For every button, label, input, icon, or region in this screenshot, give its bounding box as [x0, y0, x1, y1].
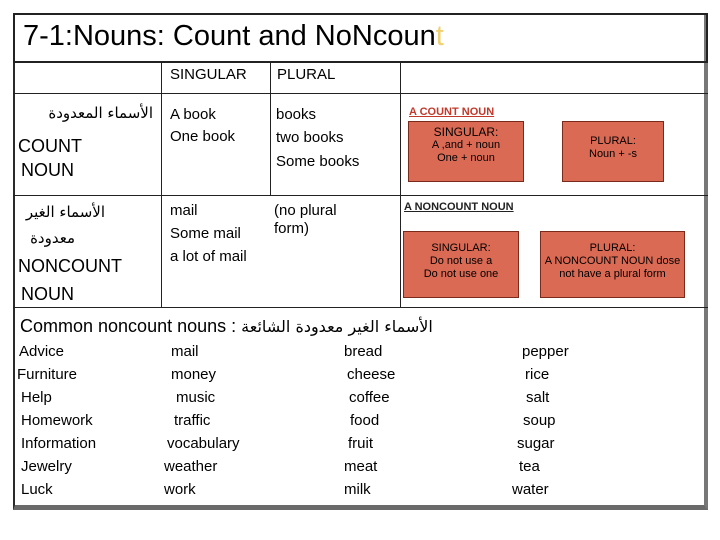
- noun-item: meat: [344, 458, 378, 475]
- header-singular: SINGULAR: [170, 66, 247, 83]
- count-singular-box: [408, 121, 524, 182]
- noun-item: mail: [171, 343, 199, 360]
- noncount-singular-3: a lot of mail: [170, 248, 247, 265]
- page-title: [23, 20, 444, 53]
- noncount-noun-arabic-2: معدودة: [30, 229, 75, 247]
- noncount-singular-box-line-2: Do not use a: [429, 255, 493, 267]
- noncount-noun-callout-heading: A NONCOUNT NOUN: [404, 201, 514, 213]
- count-plural-1: books: [276, 106, 317, 123]
- noncount-plural-2: form): [274, 220, 309, 237]
- noun-item: traffic: [174, 412, 211, 429]
- noun-item: cheese: [347, 366, 396, 383]
- noncount-plural-box-line-3: not have a plural form: [559, 268, 666, 280]
- noun-item: sugar: [517, 435, 555, 452]
- noun-item: pepper: [522, 343, 569, 360]
- noun-item: Information: [21, 435, 97, 452]
- count-noun-arabic: الأسماء المعدودة: [48, 104, 153, 122]
- noun-column-2: [164, 340, 240, 501]
- noncount-plural-box-line-2: A NONCOUNT NOUN dose: [544, 255, 681, 267]
- noun-item: work: [164, 481, 196, 498]
- noun-item: Furniture: [17, 366, 78, 383]
- table-col-line-2: [270, 63, 271, 195]
- noncount-singular-box-line-3: Do not use one: [423, 268, 499, 280]
- noncount-noun-label-1: NONCOUNT: [18, 256, 122, 276]
- noun-item: weather: [164, 458, 218, 475]
- noncount-singular-1: mail: [170, 202, 198, 219]
- count-singular-box-line-2: A ,and + noun: [431, 139, 501, 151]
- noun-item: salt: [526, 389, 550, 406]
- noun-item: food: [350, 412, 380, 429]
- noncount-plural-box: [540, 231, 685, 298]
- noun-item: Homework: [21, 412, 93, 429]
- noun-item: soup: [523, 412, 556, 429]
- noun-item: music: [176, 389, 216, 406]
- common-noncount-heading: [20, 316, 433, 337]
- noun-item: milk: [344, 481, 371, 498]
- noun-item: Help: [21, 389, 52, 406]
- noncount-singular-box: [403, 231, 519, 298]
- count-noun-label-2: NOUN: [21, 160, 74, 180]
- common-noncount-label: Common noncount nouns :: [20, 316, 242, 336]
- noncount-singular-2: Some mail: [170, 225, 241, 242]
- noncount-noun-label-2: NOUN: [21, 284, 74, 304]
- count-singular-2: One book: [170, 128, 236, 145]
- count-plural-box-line-1: PLURAL:: [590, 135, 636, 147]
- table-col-line-1: [161, 63, 162, 307]
- noun-item: rice: [525, 366, 550, 383]
- noun-item: money: [171, 366, 217, 383]
- table-line-row2: [13, 307, 708, 308]
- noun-item: fruit: [348, 435, 374, 452]
- count-singular-box-line-1: SINGULAR:: [433, 125, 499, 139]
- count-noun-label-1: COUNT: [18, 136, 82, 156]
- noun-item: coffee: [349, 389, 390, 406]
- noun-item: Luck: [21, 481, 53, 498]
- noun-item: vocabulary: [167, 435, 240, 452]
- noun-item: tea: [519, 458, 540, 475]
- title-last-char: t: [435, 20, 444, 52]
- noun-item: Jewelry: [21, 458, 72, 475]
- noun-column-1: [17, 340, 96, 501]
- noncount-plural-1: (no plural: [274, 202, 337, 219]
- count-plural-box-line-2: Noun + -s: [589, 148, 637, 160]
- table-line-header: [13, 93, 708, 94]
- count-plural-box: [562, 121, 664, 182]
- noun-item: Advice: [19, 343, 65, 360]
- noncount-plural-box-line-1: PLURAL:: [589, 242, 636, 254]
- table-line-row1: [13, 195, 708, 196]
- noun-item: water: [512, 481, 549, 498]
- count-noun-callout-heading: A COUNT NOUN: [409, 106, 495, 118]
- common-noncount-arabic: الأسماء الغير معدودة الشائعة: [241, 317, 433, 336]
- table-col-line-3: [400, 63, 401, 307]
- count-plural-2: two books: [276, 129, 344, 146]
- count-singular-box-line-3: One + noun: [437, 152, 495, 164]
- count-plural-3: Some books: [276, 153, 360, 170]
- header-plural: PLURAL: [277, 66, 336, 83]
- noun-item: bread: [344, 343, 383, 360]
- noncount-singular-box-line-1: SINGULAR:: [431, 242, 491, 254]
- noun-column-3: [343, 340, 395, 501]
- noncount-noun-arabic-1: الأسماء الغير: [25, 203, 105, 221]
- noun-column-4: [512, 340, 569, 501]
- count-singular-1: A book: [170, 106, 216, 123]
- title-text: 7-1:Nouns: Count and NoNcoun: [23, 20, 436, 52]
